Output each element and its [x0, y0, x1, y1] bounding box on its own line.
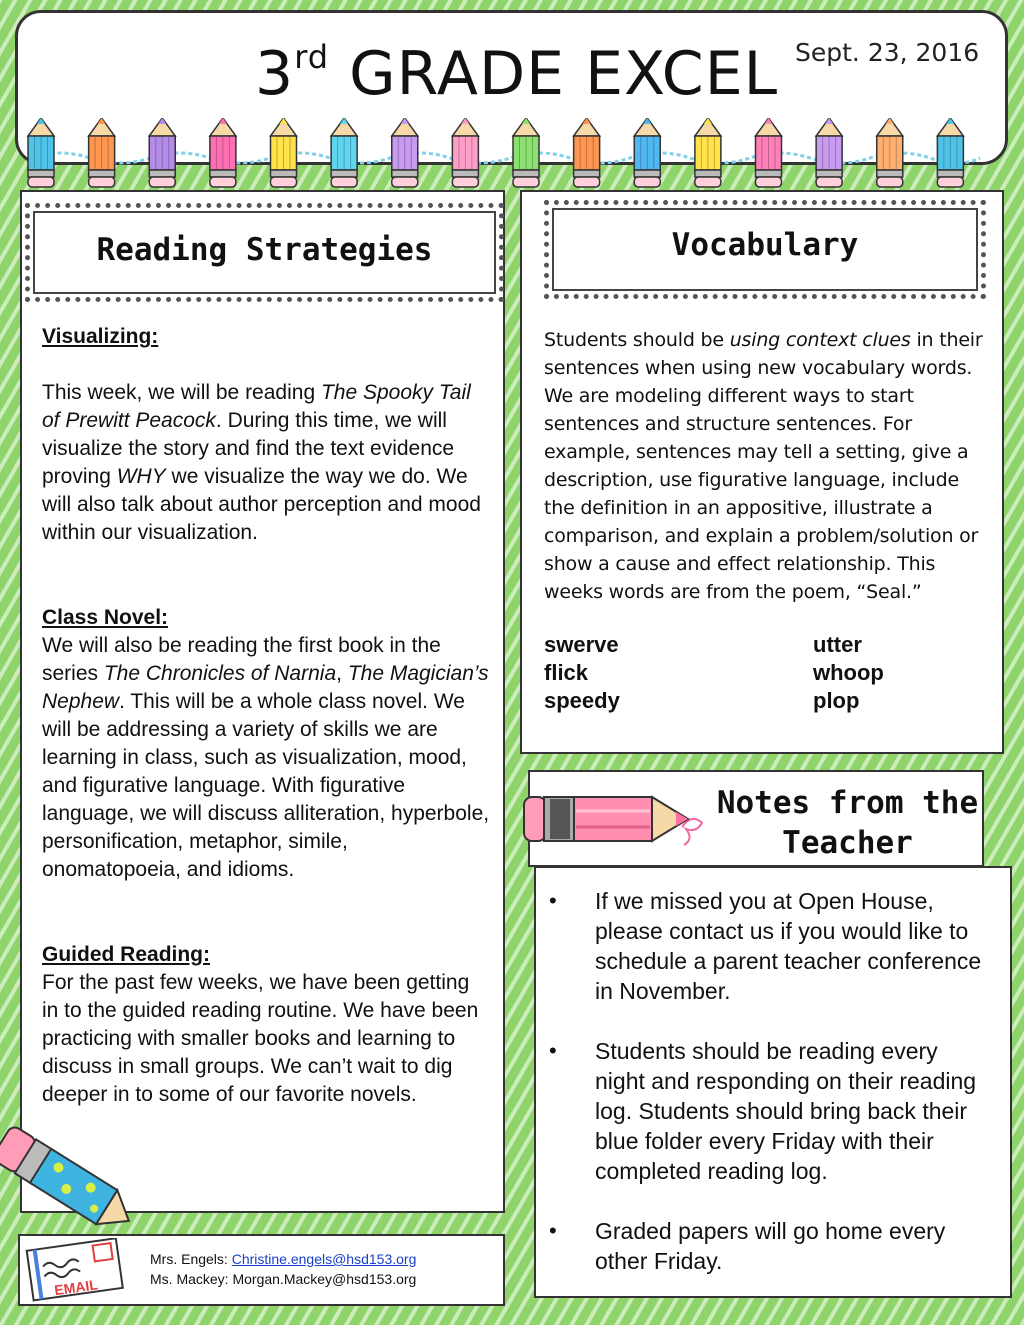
- class-novel-heading: Class Novel:: [42, 606, 169, 629]
- pencil-icon: [574, 118, 600, 187]
- pencil-icon: [877, 118, 903, 187]
- pencil-icon: [816, 118, 842, 187]
- contact-engels: Mrs. Engels: Christine.engels@hsd153.org: [150, 1251, 417, 1267]
- visualizing-text: This week, we will be reading The Spooky Tail of Prewitt Peacock. During this time, we will visualize the story and find the text evidence proving WHY we visualize the way we do. We will also talk about author perception and mood within our visualization.: [42, 381, 481, 544]
- pencil-icon: [271, 118, 297, 187]
- newsletter-title: 3rd GRADE EXCEL: [255, 38, 779, 109]
- vocab-word: flick: [544, 660, 589, 685]
- pencil-icon: [510, 775, 710, 861]
- note-item: If we missed you at Open House, please contact us if you would like to schedule a parent teacher conference in November.: [595, 888, 982, 1004]
- vocabulary-title: Vocabulary: [671, 227, 859, 263]
- contact-mackey: Ms. Mackey: Morgan.Mackey@hsd153.org: [150, 1271, 417, 1287]
- class-novel-text: We will also be reading the first book in the series The Chronicles of Narnia, The Magician’s Nephew. This will be a whole class novel. We will be addressing a variety of skills we are learning in class, such as visualization, mood, and figurative language. With figurative language, we will discuss alliteration, hyperbole, personification, metaphor, simile, onomatopoeia, and idioms.: [42, 634, 490, 881]
- bullet-icon: •: [549, 1038, 557, 1063]
- pencil-icon: [695, 118, 721, 187]
- pencil-icon: [331, 118, 357, 187]
- visualizing-heading: Visualizing:: [42, 325, 159, 348]
- vocabulary-description: Students should be using context clues in their sentences when using new vocabulary words. We are modeling different ways to start sentences and structure sentences. For example, sentences may tell a setting, give a description, use figurative language, include the definition in an appositive, illustrate a comparison, and explain a problem/solution or show a cause and effect relationship. This weeks words are from the poem, “Seal.”: [544, 329, 983, 603]
- notes-title: Notes from the Teacher: [716, 785, 979, 861]
- vocab-word: plop: [813, 688, 860, 713]
- guided-reading-text: For the past few weeks, we have been getting in to the guided reading routine. We have been practicing with smaller books and learning to discuss in small groups. We can’t wait to dig deeper in to some of our favorite novels.: [42, 971, 479, 1106]
- pencil-row-decoration: [20, 118, 990, 198]
- note-item: Graded papers will go home every other Friday.: [595, 1218, 946, 1274]
- pencil-icon: [392, 118, 418, 187]
- email-icon: [22, 1238, 132, 1304]
- newsletter-date: Sept. 23, 2016: [795, 38, 980, 67]
- svg-text:EMAIL: EMAIL: [53, 1276, 99, 1299]
- pencil-icon: [756, 118, 782, 187]
- pencil-icon: [452, 118, 478, 187]
- bullet-icon: •: [549, 888, 557, 913]
- note-item: Students should be reading every night and responding on their reading log. Students should bring back their blue folder every Friday with their completed reading log.: [595, 1038, 977, 1184]
- guided-reading-heading: Guided Reading:: [42, 943, 210, 966]
- pencil-icon: [89, 118, 115, 187]
- pencil-icon: [0, 1124, 140, 1242]
- vocab-word: utter: [813, 632, 862, 657]
- pencil-icon: [210, 118, 236, 187]
- pencil-icon: [28, 118, 54, 187]
- vocab-word: swerve: [544, 632, 619, 657]
- pencil-icon: [634, 118, 660, 187]
- bullet-icon: •: [549, 1218, 557, 1243]
- reading-strategies-title: Reading Strategies: [96, 232, 433, 268]
- pencil-icon: [149, 118, 175, 187]
- engels-email-link[interactable]: Christine.engels@hsd153.org: [231, 1251, 417, 1267]
- vocab-word: speedy: [544, 688, 620, 713]
- pencil-icon: [513, 118, 539, 187]
- pencil-icon: [937, 118, 963, 187]
- vocab-word: whoop: [813, 660, 884, 685]
